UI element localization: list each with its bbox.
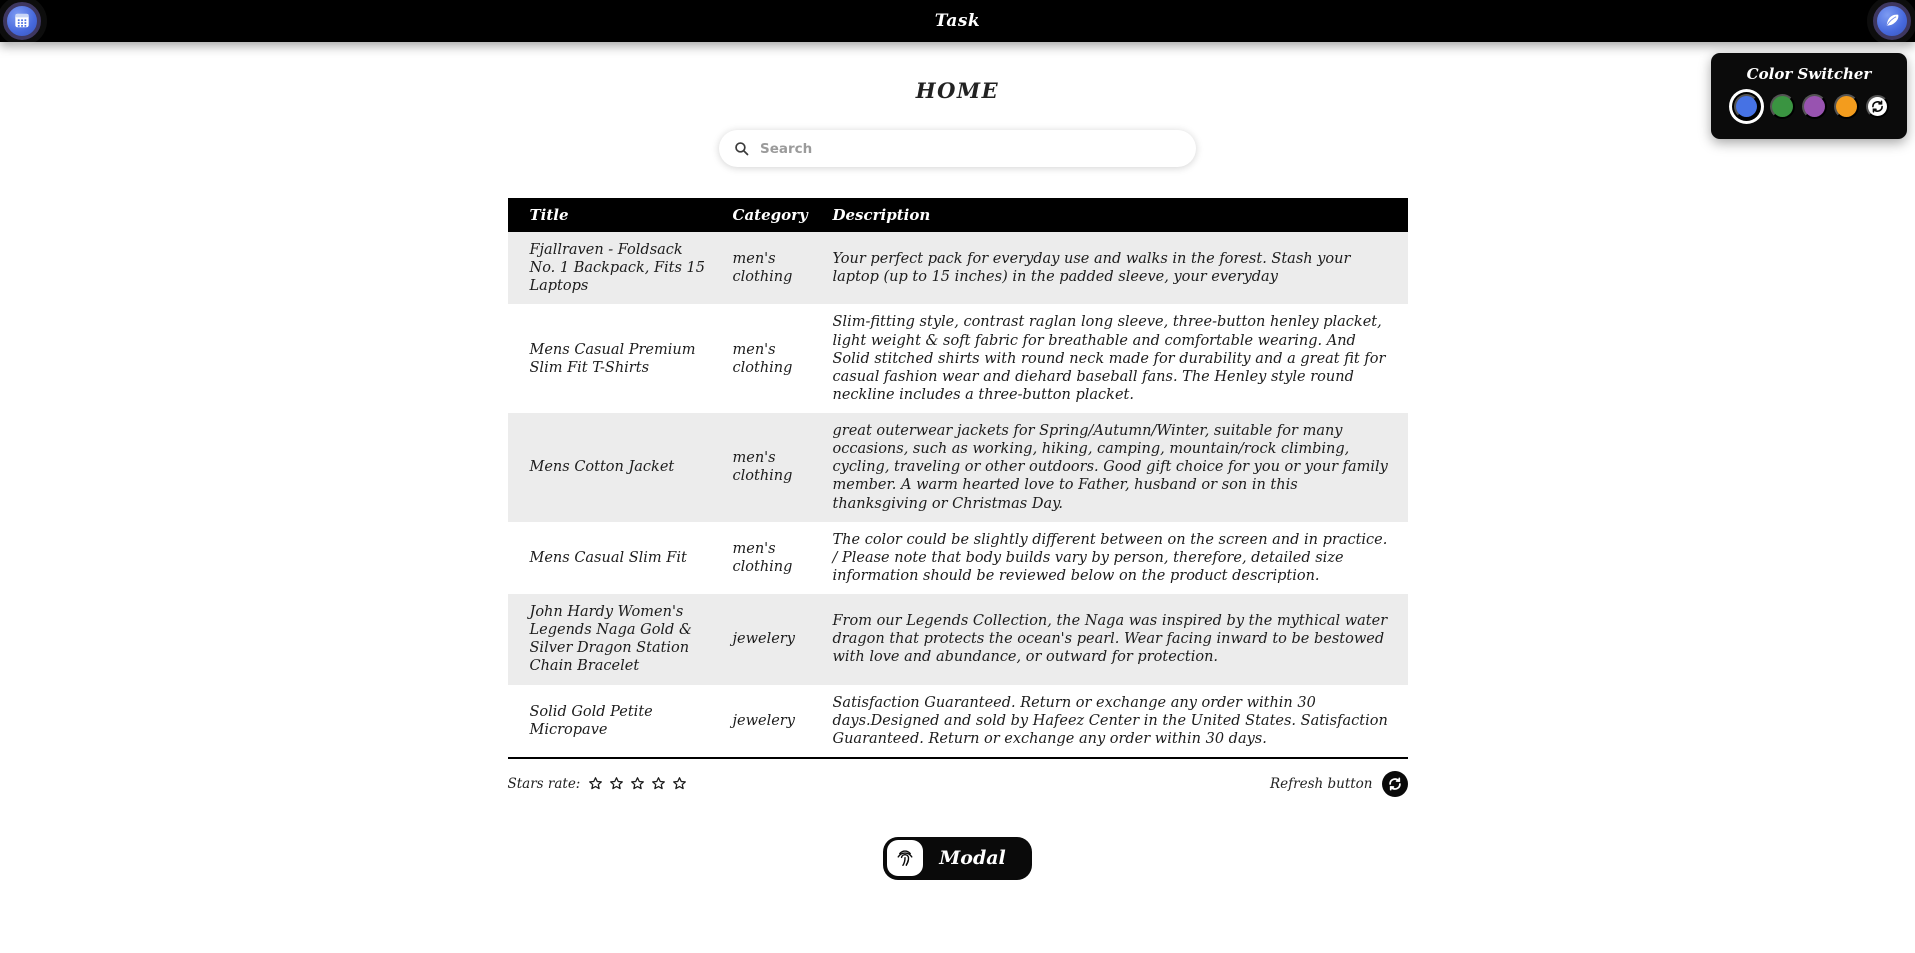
star-icon[interactable] — [630, 776, 645, 791]
star-icon[interactable] — [672, 776, 687, 791]
home-heading: HOME — [915, 78, 1000, 103]
cell-category: men's clothing — [732, 450, 793, 485]
cell-category: men's clothing — [732, 251, 793, 286]
stars-rate-group — [508, 776, 688, 792]
cell-category: men's clothing — [732, 540, 793, 575]
table-view-button[interactable] — [3, 2, 41, 40]
color-reset-button[interactable] — [1866, 95, 1889, 118]
search-bar — [719, 130, 1196, 167]
search-icon — [733, 140, 750, 157]
refresh-icon — [1387, 776, 1403, 792]
cell-title: Solid Gold Petite Micropave — [529, 703, 653, 738]
cell-title: Fjallraven - Foldsack No. 1 Backpack, Fits 15 Laptops — [529, 242, 706, 295]
color-swatch-purple[interactable] — [1802, 94, 1827, 119]
calendar-grid-icon — [12, 11, 32, 31]
cell-description: great outerwear jackets for Spring/Autumn/Winter, suitable for many occasions, such as working, hiking, camping, mountain/rock climbing, cycling, traveling or other outdoors. Good gift choice for you or your family member. A warm hearted love to Father, husband or son in this thanksgiving or Christmas Day. — [832, 423, 1388, 512]
cell-description: Your perfect pack for everyday use and walks in the forest. Stash your laptop (up to 15 inches) in the padded sleeve, your everyday — [832, 251, 1351, 286]
column-header-description: Description — [823, 198, 1408, 232]
table-row[interactable] — [508, 232, 1408, 304]
search-input[interactable] — [760, 141, 1182, 157]
cell-title: Mens Casual Slim Fit — [529, 549, 687, 566]
cell-description: Slim-fitting style, contrast raglan long sleeve, three-button henley placket, light weight & soft fabric for breathable and comfortable wearing. And Solid stitched shirts with round neck made for durability and a great fit for casual fashion wear and diehard baseball fans. The Henley style round neckline includes a three-button placket. — [832, 314, 1386, 403]
cell-description: From our Legends Collection, the Naga was inspired by the mythical water dragon that protects the ocean's pearl. Wear facing inward to be bestowed with love and abundance, or outward for protection. — [832, 613, 1388, 666]
column-header-category: Category — [723, 198, 823, 232]
color-switcher-title: Color Switcher — [1746, 65, 1872, 83]
cell-title: John Hardy Women's Legends Naga Gold & Silver Dragon Station Chain Bracelet — [529, 604, 692, 675]
color-swatch-orange[interactable] — [1834, 94, 1859, 119]
cell-description: Satisfaction Guaranteed. Return or exchange any order within 30 days.Designed and sold by Hafeez Center in the United States. Satisfaction Guaranteed. Return or exchange any order within 30 days. — [832, 694, 1388, 747]
color-swatch-row — [1730, 94, 1889, 119]
cell-category: jewelery — [732, 712, 795, 729]
star-icon[interactable] — [588, 776, 603, 791]
refresh-button[interactable] — [1382, 771, 1408, 797]
table-row[interactable] — [508, 413, 1408, 522]
cell-category: men's clothing — [732, 341, 793, 376]
table-row[interactable] — [508, 304, 1408, 413]
table-row[interactable] — [508, 685, 1408, 758]
table-header-row — [508, 198, 1408, 232]
stars-rating — [588, 776, 687, 791]
page-title: Task — [934, 11, 981, 31]
modal-button[interactable] — [883, 837, 1032, 880]
main-content — [0, 42, 1915, 880]
theme-pen-button[interactable] — [1873, 2, 1911, 40]
color-swatch-blue[interactable] — [1734, 94, 1759, 119]
refresh-button-label: Refresh button — [1269, 775, 1373, 792]
fingerprint-icon — [887, 840, 923, 876]
modal-button-label: Modal — [939, 847, 1006, 870]
star-icon[interactable] — [651, 776, 666, 791]
cell-title: Mens Cotton Jacket — [529, 459, 675, 476]
navbar — [0, 0, 1915, 42]
sync-icon — [1870, 99, 1885, 114]
color-swatch-green[interactable] — [1770, 94, 1795, 119]
stars-rate-label: Stars rate: — [507, 775, 581, 792]
table-footer — [508, 771, 1408, 797]
feather-icon — [1883, 12, 1901, 30]
refresh-group — [1270, 771, 1408, 797]
star-icon[interactable] — [609, 776, 624, 791]
cell-category: jewelery — [732, 631, 795, 648]
cell-title: Mens Casual Premium Slim Fit T-Shirts — [529, 341, 696, 376]
table-row[interactable] — [508, 522, 1408, 594]
products-table-wrap — [508, 198, 1408, 759]
cell-description: The color could be slightly different between on the screen and in practice. / Please note that body builds vary by person, therefore, detailed size information should be reviewed below on the product description. — [832, 531, 1388, 584]
products-table — [508, 198, 1408, 759]
table-row[interactable] — [508, 594, 1408, 685]
column-header-title: Title — [508, 198, 723, 232]
color-switcher-panel — [1711, 53, 1907, 139]
